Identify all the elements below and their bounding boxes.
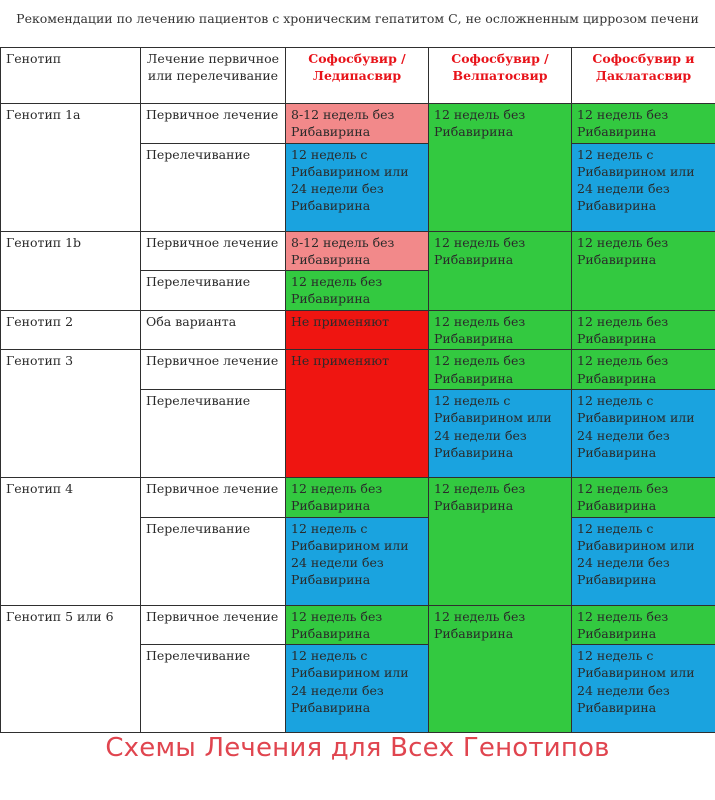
cell-g3-retreat-drug3: 12 недель с Рибавирином или 24 недели без Рибавирина — [572, 389, 715, 477]
table-row-g3-primary — [1, 350, 715, 390]
treatment-retreat: Перелечивание — [141, 271, 286, 311]
treatment-primary: Первичное лечение — [141, 477, 286, 517]
cell-g4-retreat-drug1: 12 недель с Рибавирином или 24 недели без Рибавирина — [286, 517, 429, 605]
table-row-g2 — [1, 310, 715, 350]
genotype-5-or-6: Генотип 5 или 6 — [1, 605, 141, 733]
genotype-4: Генотип 4 — [1, 477, 141, 605]
table-row-g1a-primary — [1, 104, 715, 144]
cell-g1a-primary-drug3: 12 недель без Рибавирина — [572, 104, 715, 144]
header-row — [1, 48, 715, 104]
cell-g56-retreat-drug1: 12 недель с Рибавирином или 24 недели без Рибавирина — [286, 645, 429, 733]
treatment-table — [0, 47, 715, 733]
cell-g3-retreat-drug2: 12 недель с Рибавирином или 24 недели без Рибавирина — [429, 389, 572, 477]
cell-g56-retreat-drug3: 12 недель с Рибавирином или 24 недели без Рибавирина — [572, 645, 715, 733]
cell-g4-primary-drug1: 12 недель без Рибавирина — [286, 477, 429, 517]
cell-g1b-drug2: 12 недель без Рибавирина — [429, 231, 572, 310]
cell-g56-drug2: 12 недель без Рибавирина — [429, 605, 572, 733]
cell-g4-retreat-drug3: 12 недель с Рибавирином или 24 недели без Рибавирина — [572, 517, 715, 605]
cell-g3-primary-drug2: 12 недель без Рибавирина — [429, 350, 572, 390]
treatment-both: Оба варианта — [141, 310, 286, 350]
cell-g1a-drug2: 12 недель без Рибавирина — [429, 104, 572, 232]
cell-g4-primary-drug3: 12 недель без Рибавирина — [572, 477, 715, 517]
cell-g2-drug1: Не применяют — [286, 310, 429, 350]
cell-g1a-primary-drug1: 8-12 недель без Рибавирина — [286, 104, 429, 144]
genotype-2: Генотип 2 — [1, 310, 141, 350]
treatment-retreat: Перелечивание — [141, 645, 286, 733]
document-title: Рекомендации по лечению пациентов с хроническим гепатитом С, не осложненным циррозом печени — [16, 11, 699, 26]
table-row-g4-primary — [1, 477, 715, 517]
genotype-1a: Генотип 1a — [1, 104, 141, 232]
header-sofosbuvir-ledipasvir: Софосбувир / Ледипасвир — [286, 48, 429, 104]
treatment-primary: Первичное лечение — [141, 104, 286, 144]
header-genotype: Генотип — [1, 48, 141, 104]
genotype-1b: Генотип 1b — [1, 231, 141, 310]
cell-g3-primary-drug3: 12 недель без Рибавирина — [572, 350, 715, 390]
header-sofosbuvir-daclatasvir: Софосбувир и Даклатасвир — [572, 48, 715, 104]
treatment-retreat: Перелечивание — [141, 143, 286, 231]
genotype-3: Генотип 3 — [1, 350, 141, 478]
caption: Схемы Лечения для Всех Генотипов — [105, 733, 610, 763]
cell-g1b-drug3: 12 недель без Рибавирина — [572, 231, 715, 310]
cell-g56-primary-drug1: 12 недель без Рибавирина — [286, 605, 429, 645]
cell-g1b-retreat-drug1: 12 недель без Рибавирина — [286, 271, 429, 311]
treatment-retreat: Перелечивание — [141, 389, 286, 477]
cell-g1a-retreat-drug1: 12 недель с Рибавирином или 24 недели без Рибавирина — [286, 143, 429, 231]
header-sofosbuvir-velpatasvir: Софосбувир / Велпатосвир — [429, 48, 572, 104]
cell-g4-drug2: 12 недель без Рибавирина — [429, 477, 572, 605]
treatment-retreat: Перелечивание — [141, 517, 286, 605]
treatment-primary: Первичное лечение — [141, 231, 286, 271]
cell-g2-drug3: 12 недель без Рибавирина — [572, 310, 715, 350]
cell-g3-drug1: Не применяют — [286, 350, 429, 478]
cell-g2-drug2: 12 недель без Рибавирина — [429, 310, 572, 350]
cell-g1a-retreat-drug3: 12 недель с Рибавирином или 24 недели без Рибавирина — [572, 143, 715, 231]
header-treatment: Лечение первичное или перелечивание — [141, 48, 286, 104]
treatment-primary: Первичное лечение — [141, 605, 286, 645]
cell-g1b-primary-drug1: 8-12 недель без Рибавирина — [286, 231, 429, 271]
table-row-g56-primary — [1, 605, 715, 645]
treatment-primary: Первичное лечение — [141, 350, 286, 390]
cell-g56-primary-drug3: 12 недель без Рибавирина — [572, 605, 715, 645]
table-row-g1b-primary — [1, 231, 715, 271]
